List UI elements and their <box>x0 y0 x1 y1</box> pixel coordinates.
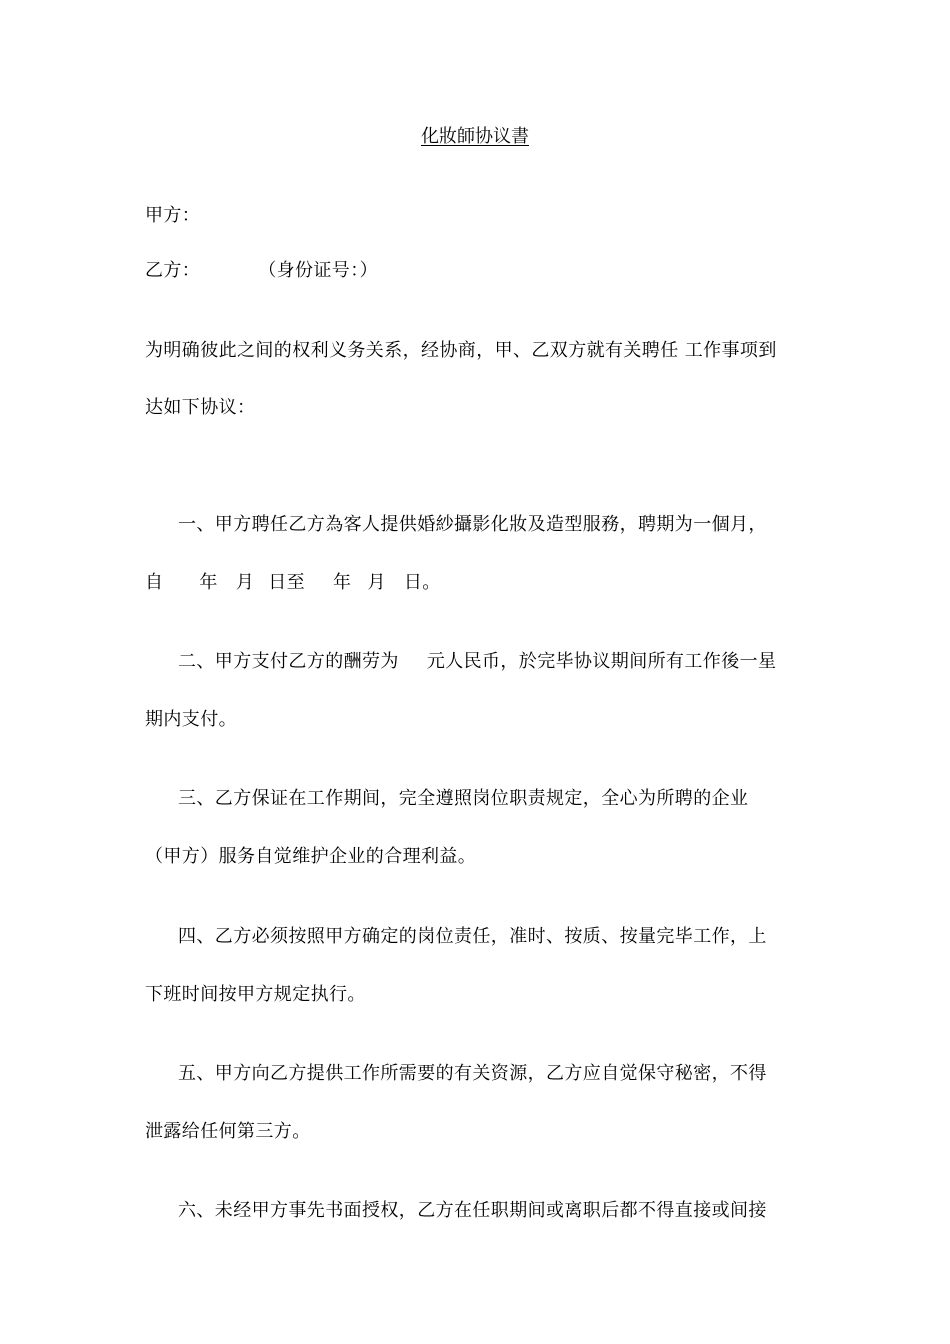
date-part: 日。 <box>403 572 441 593</box>
document-title <box>0 126 950 148</box>
party-b-id: （身份证号：） <box>258 260 379 281</box>
clause-1-line-1: 一、甲方聘任乙方為客人提供婚紗攝影化妝及造型服務，聘期为一個月， <box>178 514 767 535</box>
clause-4-line-2: 下班时间按甲方规定执行。 <box>145 984 366 1005</box>
party-a-line: 甲方： <box>145 205 201 226</box>
date-part: 年 <box>199 572 218 593</box>
intro-line-1: 为明确彼此之间的权利义务关系，经协商，甲、乙双方就有关聘任 工作事项到 <box>145 340 777 361</box>
party-b-line <box>145 260 378 282</box>
date-part: 月 <box>367 572 386 593</box>
party-b-label: 乙方： <box>145 260 201 281</box>
date-part: 年 <box>333 572 352 593</box>
clause-6-line-1: 六、未经甲方事先书面授权，乙方在任职期间或离职后都不得直接或间接 <box>178 1200 767 1221</box>
clause-4-line-1: 四、乙方必须按照甲方确定的岗位责任，准时、按质、按量完毕工作，上 <box>178 926 767 947</box>
date-part: 日至 <box>268 572 306 593</box>
clause-3-line-2: （甲方）服务自觉维护企业的合理利益。 <box>145 846 477 867</box>
document-title-text: 化妝師协议書 <box>421 126 529 147</box>
date-part: 月 <box>235 572 255 593</box>
clause-2-line-1 <box>178 651 776 673</box>
clause-2-line-2: 期内支付。 <box>145 709 237 730</box>
clause-2-part-a: 二、甲方支付乙方的酬劳为 <box>178 651 399 672</box>
clause-5-line-2: 泄露给任何第三方。 <box>145 1121 311 1142</box>
date-part: 自 <box>145 572 164 593</box>
clause-5-line-1: 五、甲方向乙方提供工作所需要的有关资源，乙方应自觉保守秘密，不得 <box>178 1063 767 1084</box>
clause-2-part-b: 元人民币，於完毕协议期间所有工作後一星 <box>426 651 777 672</box>
clause-3-line-1: 三、乙方保证在工作期间，完全遵照岗位职责规定，全心为所聘的企业 <box>178 788 749 809</box>
intro-line-2: 达如下协议： <box>145 397 256 418</box>
clause-1-line-2 <box>145 572 441 594</box>
